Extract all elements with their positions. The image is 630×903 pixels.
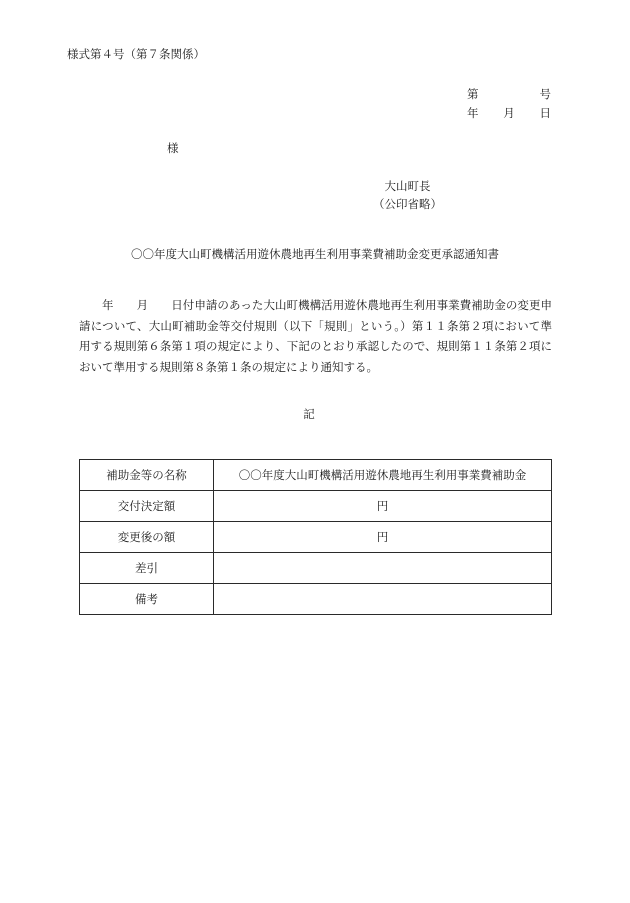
number-prefix: 第 bbox=[467, 87, 479, 101]
table-row bbox=[80, 491, 552, 522]
row-label: 補助金等の名称 bbox=[80, 460, 214, 491]
row-value bbox=[214, 584, 552, 615]
row-value: 円 bbox=[214, 522, 552, 553]
issuer-seal-note: （公印省略） bbox=[373, 197, 442, 211]
document-number-block bbox=[467, 86, 551, 124]
date-month: 月 bbox=[503, 106, 515, 120]
row-value bbox=[214, 553, 552, 584]
body-month: 月 bbox=[136, 298, 149, 312]
table-row bbox=[80, 522, 552, 553]
row-value: 円 bbox=[214, 491, 552, 522]
number-suffix: 号 bbox=[539, 87, 551, 101]
body-text: 日付申請のあった大山町機構活用遊休農地再生利用事業費補助金の変更申請について、大山町補助金等交付規則（以下「規則」という。）第１１条第２項において準用する規則第６条第１項の規定により、下記のとおり承認したので、規則第１１条第２項において準用する規則第８条第１条の規定により通知する。 bbox=[79, 298, 553, 374]
issuer-block bbox=[360, 177, 455, 213]
ki-heading: 記 bbox=[303, 407, 315, 421]
body-paragraph bbox=[79, 295, 552, 377]
row-label: 交付決定額 bbox=[80, 491, 214, 522]
row-label: 変更後の額 bbox=[80, 522, 214, 553]
row-label: 備考 bbox=[80, 584, 214, 615]
row-label: 差引 bbox=[80, 553, 214, 584]
grant-table bbox=[79, 459, 552, 615]
document-title: 〇〇年度大山町機構活用遊休農地再生利用事業費補助金変更承認通知書 bbox=[131, 247, 499, 261]
table-row bbox=[80, 553, 552, 584]
addressee-honorific: 様 bbox=[167, 141, 179, 155]
row-value: 〇〇年度大山町機構活用遊休農地再生利用事業費補助金 bbox=[214, 460, 552, 491]
body-year: 年 bbox=[102, 298, 114, 312]
table-row bbox=[80, 460, 552, 491]
date-year: 年 bbox=[467, 106, 479, 120]
form-number: 様式第４号（第７条関係） bbox=[67, 47, 205, 61]
table-row bbox=[80, 584, 552, 615]
date-day: 日 bbox=[539, 106, 551, 120]
issuer-name: 大山町長 bbox=[384, 179, 431, 193]
